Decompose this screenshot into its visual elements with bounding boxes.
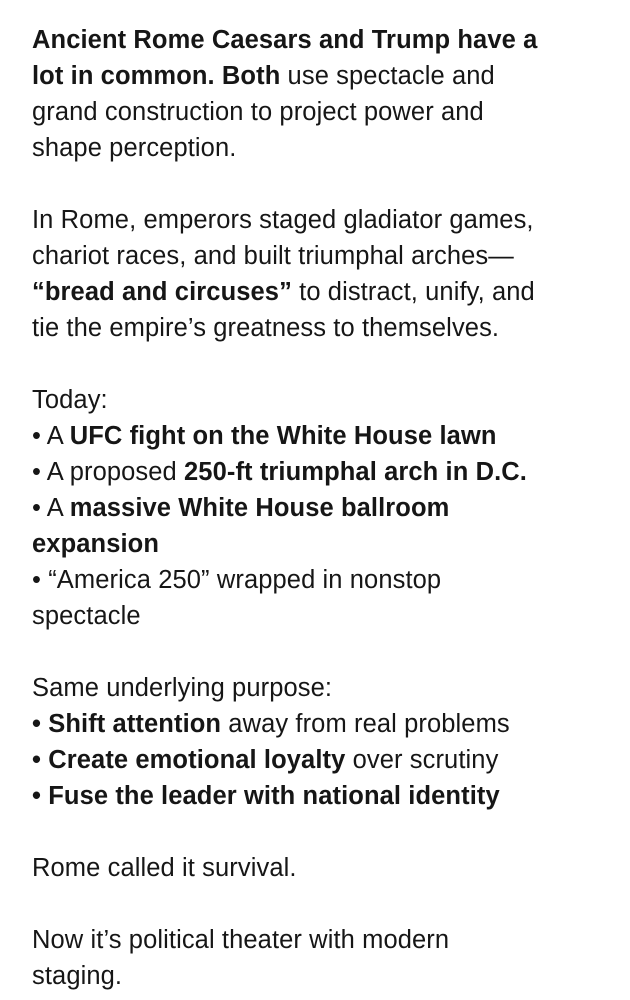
today-heading: Today: xyxy=(32,386,108,414)
purpose-paragraph xyxy=(32,670,602,814)
today-paragraph xyxy=(32,382,602,634)
closing-paragraph-1 xyxy=(32,850,602,886)
rome-line-1: In Rome, emperors staged gladiator games, xyxy=(32,206,534,234)
list-item: • A massive White House ballroom xyxy=(32,494,450,522)
closing-line-2: Now it’s political theater with modern xyxy=(32,926,450,954)
intro-line-4: shape perception. xyxy=(32,134,237,162)
closing-paragraph-2 xyxy=(32,922,602,994)
list-item: • “America 250” wrapped in nonstop xyxy=(32,566,442,594)
intro-bold-line-2: lot in common. Both xyxy=(32,62,281,90)
rome-paragraph xyxy=(32,202,602,346)
intro-line-3: grand construction to project power and xyxy=(32,98,484,126)
intro-bold-line-1: Ancient Rome Caesars and Trump have a xyxy=(32,26,538,54)
list-item: • Create emotional loyalty over scrutiny xyxy=(32,746,499,774)
list-item: • A proposed 250-ft triumphal arch in D.C. xyxy=(32,458,527,486)
purpose-heading: Same underlying purpose: xyxy=(32,674,333,702)
list-item: • A UFC fight on the White House lawn xyxy=(32,422,497,450)
closing-line-1: Rome called it survival. xyxy=(32,854,297,882)
list-item: • Shift attention away from real problems xyxy=(32,710,510,738)
list-item-continuation: spectacle xyxy=(32,602,141,630)
bread-and-circuses: “bread and circuses” xyxy=(32,278,292,306)
rome-line-2: chariot races, and built triumphal arches— xyxy=(32,242,514,270)
list-item-continuation: expansion xyxy=(32,530,160,558)
post-text xyxy=(32,22,602,994)
intro-text-line-2: use spectacle and xyxy=(280,62,495,90)
closing-line-3: staging. xyxy=(32,962,123,990)
rome-line-3-text: to distract, unify, and xyxy=(291,278,535,306)
intro-paragraph xyxy=(32,22,602,166)
rome-line-4: tie the empire’s greatness to themselves. xyxy=(32,314,500,342)
list-item: • Fuse the leader with national identity xyxy=(32,782,500,810)
